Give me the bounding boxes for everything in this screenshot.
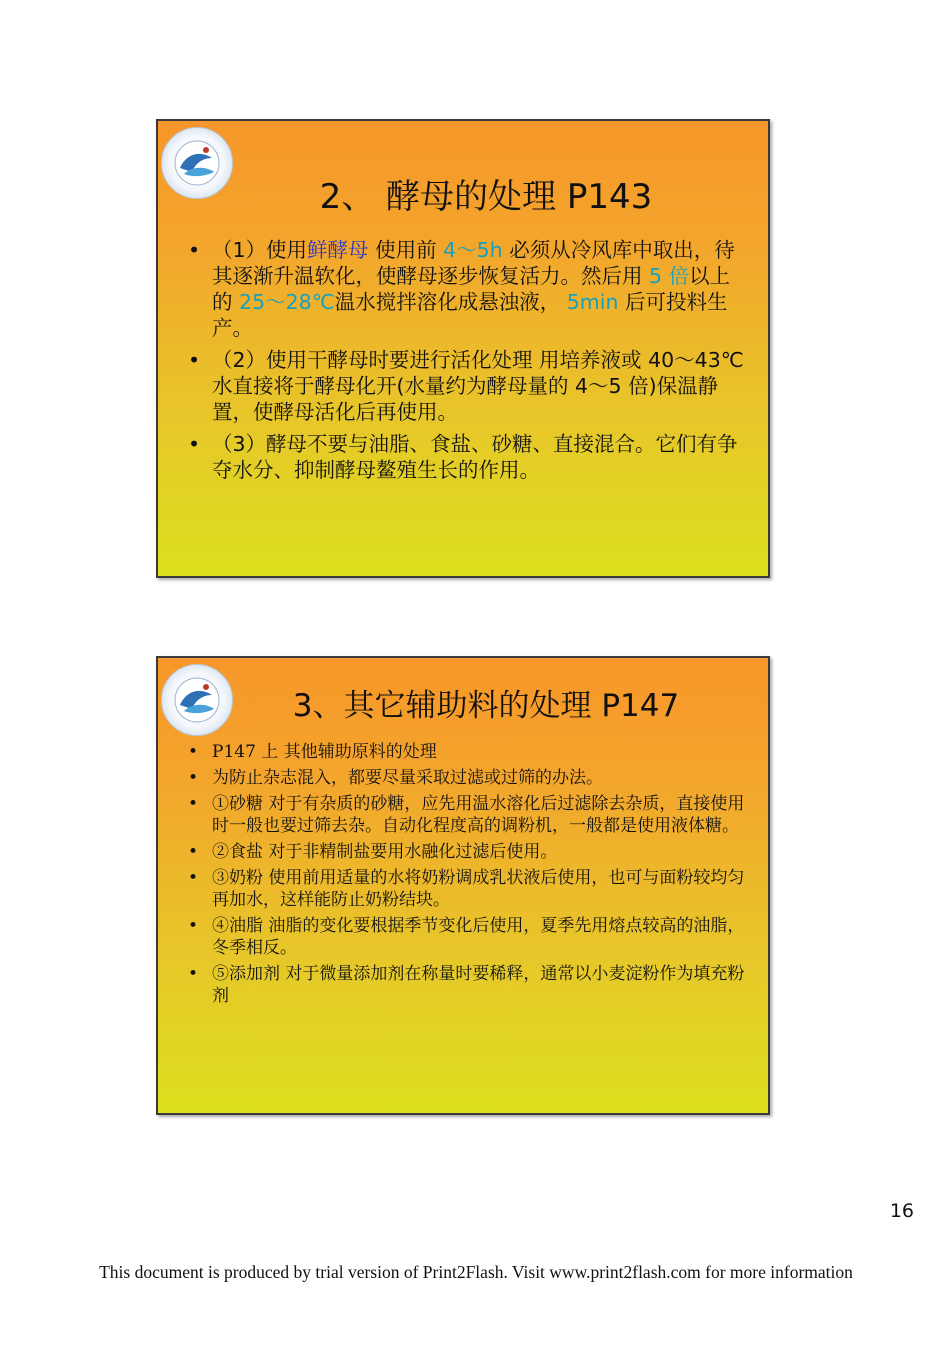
bullet-item	[186, 793, 746, 837]
bullet-item	[186, 431, 746, 483]
bullet-text-run: ②食盐 对于非精制盐要用水融化过滤后使用。	[212, 842, 558, 862]
bullet-text-run: ①砂糖 对于有杂质的砂糖，应先用温水溶化后过滤除去杂质，直接使用时一般也要过筛去杂。自动化程度高的调粉机，一般都是使用液体糖。	[212, 794, 745, 836]
bullet-text-run: 鲜酵母	[307, 238, 369, 262]
bullet-item	[186, 915, 746, 959]
bullet-item	[186, 237, 746, 341]
bullet-text-run: 以上的	[212, 264, 731, 314]
bullet-text-run: 5 倍	[649, 264, 690, 288]
bullet-text-run: （2）使用干酵母时要进行活化处理 用培养液或 40～43℃水直接将于酵母化开(水量约为酵母量的 4～5 倍)保温静置，使酵母活化后再使用。	[212, 348, 744, 424]
bullet-item	[186, 867, 746, 911]
bullet-text-run: 5min	[566, 290, 619, 314]
bullet-item	[186, 841, 746, 863]
slide-title: 3、其它辅助料的处理 P147	[292, 688, 680, 724]
bullet-text-run: 使用前	[368, 238, 444, 262]
bullet-text-run: P147 上 其他辅助原料的处理	[212, 742, 437, 762]
bullet-text-run: ④油脂 油脂的变化要根据季节变化后使用，夏季先用熔点较高的油脂，冬季相反。	[212, 916, 745, 958]
bullet-text-run: ⑤添加剂 对于微量添加剂在称量时要稀释，通常以小麦淀粉作为填充粉剂	[212, 964, 745, 1006]
bullet-text-run: 4～5h	[443, 238, 503, 262]
trial-footer-notice: This document is produced by trial version of Print2Flash. Visit www.print2flash.com for more information	[99, 1262, 853, 1282]
bullet-text-run: 温水搅拌溶化成悬浊液，	[334, 290, 567, 314]
bullet-item	[186, 767, 746, 789]
bullet-text-run: 为防止杂志混入，都要尽量采取过滤或过筛的办法。	[212, 768, 603, 788]
page-number: 16	[889, 1200, 914, 1222]
slide-2	[156, 656, 770, 1115]
bullet-item	[186, 741, 746, 763]
bullet-text-run: 必须从冷风库中取出，待其逐渐升温软化，使酵母逐步恢复活力。然后用	[212, 238, 735, 288]
slide-1	[156, 119, 770, 578]
bullet-text-run: ③奶粉 使用前用适量的水将奶粉调成乳状液后使用，也可与面粉较均匀再加水，这样能防止奶粉结块。	[212, 868, 745, 910]
bullet-list	[186, 237, 746, 489]
bullet-item	[186, 963, 746, 1007]
bullet-item	[186, 347, 746, 425]
bullet-text-run: （1）使用	[212, 238, 308, 262]
bullet-text-run: 25～28℃	[239, 290, 335, 314]
slide-title: 2、 酵母的处理 P143	[319, 177, 653, 217]
bullet-text-run: （3）酵母不要与油脂、食盐、砂糖、直接混合。它们有争夺水分、抑制酵母鳌殖生长的作用。	[212, 432, 738, 482]
bullet-text-run: 后可投料生产。	[212, 290, 728, 340]
bullet-list	[186, 741, 746, 1011]
